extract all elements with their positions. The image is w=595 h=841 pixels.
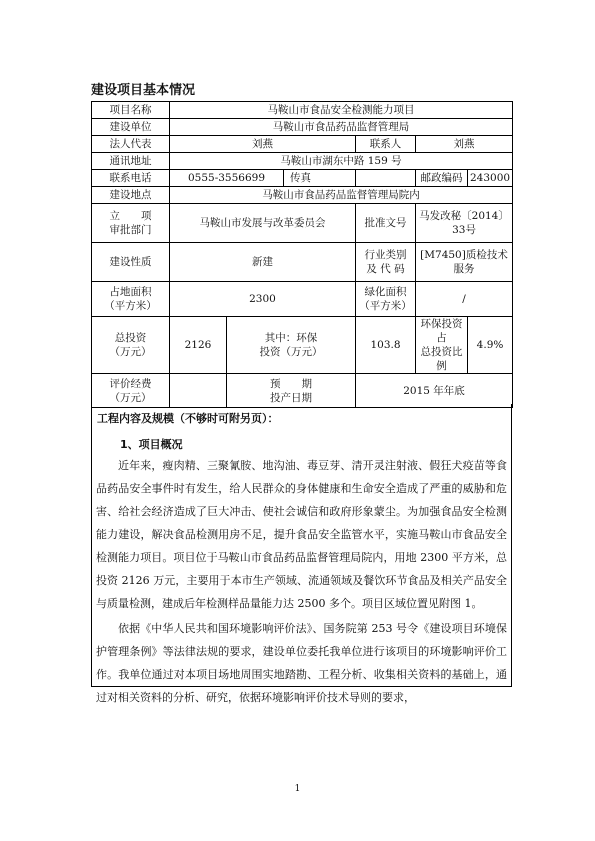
phone-label: 联系电话 — [92, 170, 170, 187]
env-invest-label-line1: 其中：环保 — [264, 332, 318, 344]
approval-dept-label — [92, 204, 170, 243]
project-name-label: 项目名称 — [92, 102, 170, 119]
contact-label: 联系人 — [356, 136, 416, 153]
invest-label — [92, 317, 170, 374]
fax-label: 传真 — [284, 170, 356, 187]
invest-value: 2126 — [170, 317, 227, 374]
area-label-line1: 占地面积 — [109, 286, 152, 298]
industry-label — [356, 243, 416, 282]
production-date-value: 2015 年年底 — [356, 374, 513, 408]
address-value: 马鞍山市湖东中路 159 号 — [170, 153, 513, 170]
invest-label-line1: 总投资 — [114, 332, 147, 344]
green-label-line1: 绿化面积 — [364, 286, 407, 298]
table-row — [92, 136, 513, 153]
postcode-label: 邮政编码 — [416, 170, 468, 187]
industry-label-line1: 行业类别 — [364, 249, 407, 261]
approval-no-value: 马发改秘〔2014〕33号 — [416, 204, 513, 243]
page-number: 1 — [294, 784, 301, 794]
page-title: 建设项目基本情况 — [91, 83, 196, 98]
env-ratio-label-line2: 总投资比例 — [420, 346, 463, 372]
approval-dept-value: 马鞍山市发展与改革委员会 — [170, 204, 356, 243]
green-label-line2: （平方米） — [359, 300, 412, 312]
table-row — [92, 187, 513, 204]
project-info-table — [91, 101, 513, 408]
table-row — [92, 374, 513, 408]
project-content-section — [91, 404, 512, 704]
table-row — [92, 282, 513, 317]
unit-label: 建设单位 — [92, 119, 170, 136]
eval-fee-label-line1: 评价经费 — [109, 377, 152, 390]
green-label — [356, 282, 416, 317]
section-title: 1、项目概况 — [120, 438, 183, 451]
table-row — [92, 204, 513, 243]
area-label-line2: （平方米） — [104, 300, 157, 312]
env-invest-value: 103.8 — [356, 317, 416, 374]
area-label — [92, 282, 170, 317]
table-row — [92, 153, 513, 170]
content-heading: 工程内容及规模（不够时可附另页）： — [97, 412, 279, 425]
table-row — [92, 102, 513, 119]
eval-fee-label-line2: （万元） — [109, 391, 152, 404]
production-date-label-line2: 投产日期 — [270, 391, 312, 404]
approval-dept-label-line2: 审批部门 — [109, 224, 152, 236]
table-row — [92, 170, 513, 187]
green-value: / — [416, 282, 513, 317]
production-date-label — [227, 374, 356, 408]
contact-value: 刘燕 — [416, 136, 513, 153]
paragraph-overview: 近年来，瘦肉精、三聚氰胺、地沟油、毒豆芽、清开灵注射液、假狂犬疫苗等食品药品安全事件时有发生，给人民群众的身体健康和生命安全造成了严重的威胁和危害、给社会经济造成了巨大冲击、使社会诚信和政府形象蒙尘。为加强食品安全检测能力建设，解决食品检测用房不足，提升食品安全监管水平，实施马鞍山市食品安全检测能力项目。项目位于马鞍山市食品药品监督管理局院内，用地 2300 平方米，总投资 2126 万元，主要用于本市生产领域、流通领域及餐饮环节食品及相关产品安全与质量检测，建成后年检测样品量能力达 2500 多个。项目区域位置见附图 1。 — [96, 459, 507, 610]
phone-value: 0555-3556699 — [170, 170, 284, 187]
unit-value: 马鞍山市食品药品监督管理局 — [170, 119, 513, 136]
paragraph-legal-basis: 依据《中华人民共和国环境影响评价法》、国务院第 253 号令《建设项目环境保护管理条例》等法律法规的要求，建设单位委托我单位进行该项目的环境影响评价工作。我单位通过对本项目场地周围实地踏勘、工程分析、收集相关资料的基础上，通过对相关资料的分析、研究，依据环境影响评价技术导则的要求， — [96, 622, 507, 704]
env-invest-label — [227, 317, 356, 374]
production-date-label-line1: 预 期 — [270, 377, 312, 390]
legal-rep-value: 刘燕 — [170, 136, 356, 153]
nature-label: 建设性质 — [92, 243, 170, 282]
invest-label-line2: （万元） — [109, 346, 152, 358]
env-ratio-label-line1: 环保投资占 — [420, 318, 463, 344]
approval-dept-label-line1: 立 项 — [109, 210, 152, 222]
area-value: 2300 — [170, 282, 356, 317]
postcode-value: 243000 — [468, 170, 513, 187]
table-row — [92, 243, 513, 282]
fax-value — [356, 170, 416, 187]
location-value: 马鞍山市食品药品监督管理局院内 — [170, 187, 513, 204]
address-label: 通讯地址 — [92, 153, 170, 170]
project-name-value: 马鞍山市食品安全检测能力项目 — [170, 102, 513, 119]
env-invest-label-line2: 投资（万元） — [259, 346, 323, 358]
table-row — [92, 317, 513, 374]
env-ratio-label — [416, 317, 468, 374]
industry-value: [M7450]质检技术服务 — [416, 243, 513, 282]
table-row — [92, 119, 513, 136]
eval-fee-value — [170, 374, 227, 408]
env-ratio-value: 4.9% — [468, 317, 513, 374]
nature-value: 新建 — [170, 243, 356, 282]
legal-rep-label: 法人代表 — [92, 136, 170, 153]
eval-fee-label — [92, 374, 170, 408]
industry-label-line2: 及 代 码 — [366, 263, 405, 275]
approval-no-label: 批准文号 — [356, 204, 416, 243]
location-label: 建设地点 — [92, 187, 170, 204]
